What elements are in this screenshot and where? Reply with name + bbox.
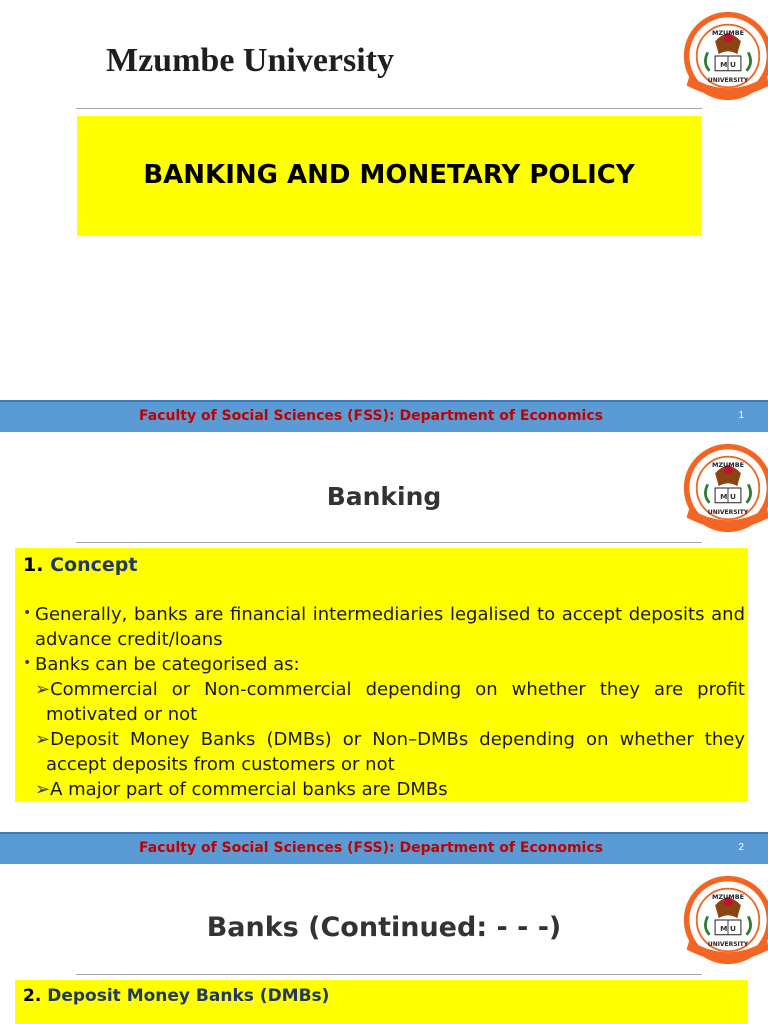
sub-bullet-text: Commercial or Non-commercial depending on whether they are profit: [50, 679, 745, 700]
svg-text:MZUMBE: MZUMBE: [711, 892, 745, 901]
heading-divider: [76, 542, 702, 543]
page-number: 2: [738, 842, 744, 853]
section-number: 1.: [23, 554, 44, 576]
footer-department: Faculty of Social Sciences (FSS): Department of Economics: [139, 408, 603, 424]
sub-bullet-text: A major part of commercial banks are DMBs: [50, 779, 448, 800]
svg-text:M U: M U: [720, 924, 736, 934]
section-label: Concept: [50, 554, 138, 576]
bullet-text: Banks can be categorised as:: [35, 654, 300, 675]
arrow-bullet-icon: ➢: [35, 779, 51, 800]
slide-3: [0, 866, 768, 1024]
section-number: 2.: [23, 986, 42, 1006]
slide-2-footer: [0, 832, 768, 864]
slide-1: [0, 0, 768, 400]
bullet-item: [19, 652, 745, 677]
sub-bullet-line: [35, 677, 745, 702]
title-divider: [76, 108, 702, 109]
svg-text:M U: M U: [720, 492, 736, 502]
sub-bullet-continuation: motivated or not: [46, 704, 198, 725]
sub-bullet-item: [19, 677, 745, 727]
bullet-item: [19, 602, 745, 652]
bullet-dot-icon: •: [23, 605, 32, 621]
slide-gap: [0, 806, 768, 832]
slide-2: [0, 434, 768, 806]
dmb-box: [15, 980, 748, 1024]
svg-text:M U: M U: [720, 60, 736, 70]
footer-department: Faculty of Social Sciences (FSS): Department of Economics: [139, 840, 603, 856]
slide-heading: Banking: [326, 482, 442, 511]
sub-bullet-continuation: accept deposits from customers or not: [46, 754, 395, 775]
mzumbe-university-logo-icon: [682, 442, 768, 534]
bullet-text: Generally, banks are financial intermediaries legalised to accept deposits and advance credit/loans: [35, 604, 745, 650]
title-highlight-box: [77, 116, 701, 236]
sub-bullet-text: Deposit Money Banks (DMBs) or Non–DMBs depending on whether they: [50, 729, 745, 750]
slide-1-footer: [0, 400, 768, 432]
concept-box: [15, 548, 748, 802]
svg-text:MZUMBE: MZUMBE: [711, 460, 745, 469]
svg-text:UNIVERSITY: UNIVERSITY: [707, 508, 749, 516]
mzumbe-university-logo-icon: [682, 874, 768, 966]
mzumbe-university-logo-icon: [682, 10, 768, 102]
svg-text:UNIVERSITY: UNIVERSITY: [707, 940, 749, 948]
arrow-bullet-icon: ➢: [35, 729, 51, 750]
section-label: Deposit Money Banks (DMBs): [47, 986, 330, 1006]
sub-bullet-item: [19, 777, 745, 802]
section-heading: [23, 986, 329, 1006]
page-number: 1: [738, 410, 744, 421]
presentation-title: BANKING AND MONETARY POLICY: [143, 160, 635, 190]
bullet-dot-icon: •: [23, 655, 32, 671]
sub-bullet-item: [19, 727, 745, 777]
heading-divider: [76, 974, 702, 975]
sub-bullet-line: [35, 727, 745, 752]
svg-text:MZUMBE: MZUMBE: [711, 28, 745, 37]
svg-text:UNIVERSITY: UNIVERSITY: [707, 76, 749, 84]
section-heading: [23, 554, 137, 576]
arrow-bullet-icon: ➢: [35, 679, 51, 700]
university-title: Mzumbe University: [106, 42, 395, 79]
concept-content: [19, 602, 745, 802]
slide-heading: Banks (Continued: - - -): [206, 912, 562, 943]
